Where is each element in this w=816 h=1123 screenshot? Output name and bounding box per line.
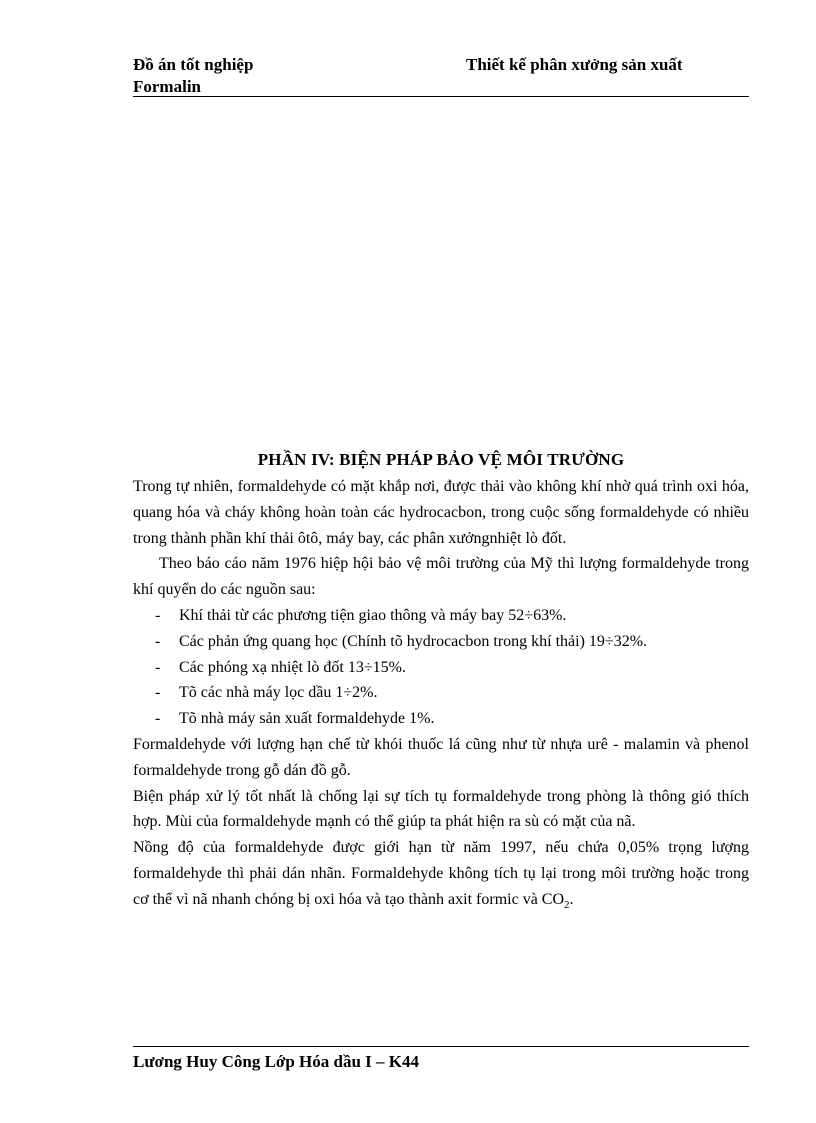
header-left — [133, 54, 253, 98]
header-product-label: Formalin — [133, 77, 201, 96]
list-item — [133, 680, 749, 706]
list-item-text: Tõ nhà máy sản xuất formaldehyde 1%. — [179, 710, 435, 728]
sources-list — [133, 603, 749, 732]
list-item — [133, 603, 749, 629]
list-item-text: Tõ các nhà máy lọc dầu 1÷2%. — [179, 684, 378, 702]
paragraph-intro: Trong tự nhiên, formaldehyde có mặt khắp nơi, được thải vào không khí nhờ quá trình oxi hóa, quang hóa và cháy không hoàn toàn các hydrocacbon, trong cuộc sống formaldehyde có nhiều trong thành phần khí thải ôtô, máy bay, các phân xưởngnhiệt lò đốt. — [133, 478, 749, 547]
paragraph-measures: Biện pháp xử lý tốt nhất là chống lại sự tích tụ formaldehyde trong phòng là thông gió thích hợp. Mùi của formaldehyde mạnh có thể giúp ta phát hiện ra sù có mặt của nã. — [133, 787, 749, 831]
bullet-marker: - — [155, 606, 161, 624]
list-item — [133, 706, 749, 732]
paragraph-limits-text: Nồng độ của formaldehyde được giới hạn từ năm 1997, nếu chứa 0,05% trọng lượng formaldehyde thì phải dán nhãn. Formaldehyde không tích tụ lại trong môi trường hoặc trong cơ thể vì nã nhanh chóng bị oxi hóa và tạo thành axit formic và CO — [133, 839, 749, 908]
paragraph-sources: Formaldehyde với lượng hạn chế từ khói thuốc lá cũng như từ nhựa urê - malamin và phenol formaldehyde trong gỗ dán đồ gỗ. — [133, 735, 749, 779]
paragraph-report: Theo báo cáo năm 1976 hiệp hội bảo vệ môi trường của Mỹ thì lượng formaldehyde trong khí quyển do các nguồn sau: — [133, 555, 749, 599]
list-item-text: Các phản ứng quang học (Chính tõ hydrocacbon trong khí thải) 19÷32%. — [179, 632, 648, 650]
header-divider — [133, 96, 749, 97]
co2-subscript: 2 — [564, 898, 570, 911]
body-content — [133, 474, 749, 913]
bullet-marker: - — [155, 710, 161, 728]
list-item — [133, 655, 749, 681]
section-title: PHẦN IV: BIỆN PHÁP BẢO VỆ MÔI TRƯỜNG — [257, 450, 625, 469]
footer-author: Lương Huy Công Lớp Hóa dầu I – K44 — [133, 1052, 419, 1071]
list-item-text: Các phóng xạ nhiệt lò đốt 13÷15%. — [179, 658, 406, 676]
list-item — [133, 629, 749, 655]
bullet-marker: - — [155, 632, 161, 650]
footer-divider — [133, 1046, 749, 1047]
header-thesis-label: Đồ án tốt nghiệp — [133, 55, 254, 74]
bullet-marker: - — [155, 684, 161, 702]
header-title-right: Thiết kế phân xưởng sản xuất — [466, 55, 683, 74]
paragraph-limits — [133, 835, 749, 912]
paragraph-limits-end: . — [569, 890, 574, 908]
bullet-marker: - — [155, 658, 161, 676]
list-item-text: Khí thải từ các phương tiện giao thông và máy bay 52÷63%. — [179, 606, 567, 624]
